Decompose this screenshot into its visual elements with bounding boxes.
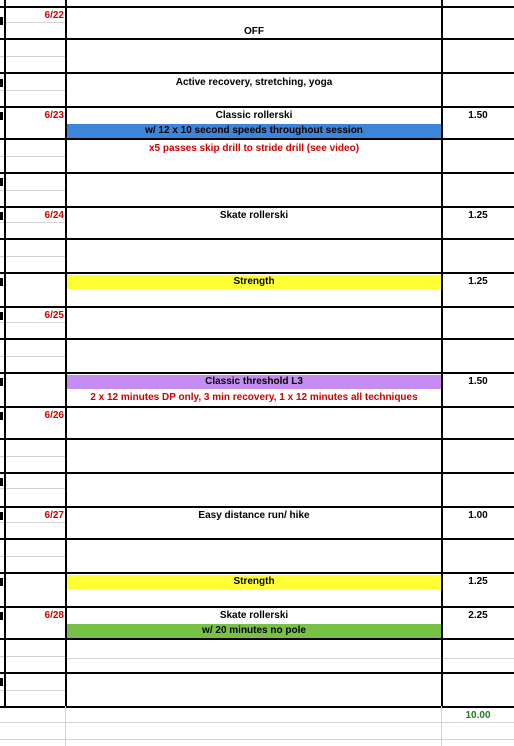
row-border: [0, 72, 514, 74]
row-marker: [0, 278, 3, 286]
gridline: [0, 739, 514, 740]
row-border: [0, 438, 514, 440]
workout-detail: w/ 12 x 10 second speeds throughout session: [145, 125, 363, 136]
workout-text: Active recovery, stretching, yoga: [175, 77, 333, 88]
gridline: [0, 190, 66, 191]
row-border: [0, 606, 514, 608]
row-border: [0, 406, 514, 408]
row-border: [0, 306, 514, 308]
gridline: [0, 690, 66, 691]
gridline: [0, 356, 66, 357]
hours-value: 2.25: [468, 610, 488, 621]
gridline: [0, 656, 66, 657]
day-date: 6/28: [44, 610, 64, 621]
total-hours: 10.00: [465, 710, 491, 721]
hours-value: 1.25: [468, 576, 488, 587]
workout-text: Skate rollerski: [219, 610, 289, 621]
row-border: [0, 172, 514, 174]
row-marker: [0, 612, 3, 620]
gridline: [0, 222, 66, 223]
gridline: [0, 522, 66, 523]
day-date: 6/23: [44, 110, 64, 121]
workout-text: Strength: [233, 276, 275, 287]
workout-detail: 2 x 12 minutes DP only, 3 min recovery, 1 x 12 minutes all techniques: [90, 392, 418, 403]
workout-text: Easy distance run/ hike: [198, 510, 310, 521]
row-border: [0, 206, 514, 208]
column-border: [65, 706, 66, 746]
day-date: 6/24: [44, 210, 64, 221]
row-marker: [0, 378, 3, 386]
row-border: [0, 672, 514, 674]
row-marker: [0, 17, 3, 25]
day-date: 6/27: [44, 510, 64, 521]
row-border: [0, 272, 514, 274]
gridline: [0, 488, 66, 489]
hours-value: 1.00: [468, 510, 488, 521]
workout-text: Classic rollerski: [215, 110, 293, 121]
column-border: [441, 0, 443, 706]
workout-detail: w/ 20 minutes no pole: [202, 625, 306, 636]
gridline: [0, 156, 66, 157]
workout-text: OFF: [244, 26, 264, 37]
gridline: [0, 322, 66, 323]
row-marker: [0, 312, 3, 320]
gridline: [0, 256, 66, 257]
row-marker: [0, 79, 3, 87]
day-date: 6/22: [44, 10, 64, 21]
row-border: [0, 538, 514, 540]
day-date: 6/25: [44, 310, 64, 321]
gridline: [0, 456, 66, 457]
column-border: [65, 0, 67, 706]
row-border: [0, 472, 514, 474]
workout-detail: x5 passes skip drill to stride drill (see video): [148, 143, 360, 154]
row-marker: [0, 578, 3, 586]
column-border: [4, 0, 6, 706]
day-date: 6/26: [44, 410, 64, 421]
row-marker: [0, 112, 3, 120]
row-marker: [0, 512, 3, 520]
row-marker: [0, 178, 3, 186]
row-marker: [0, 478, 3, 486]
row-border: [0, 106, 514, 108]
gridline: [67, 658, 514, 659]
gridline: [0, 722, 514, 723]
row-marker: [0, 212, 3, 220]
row-border: [0, 572, 514, 574]
row-border: [0, 638, 514, 640]
gridline: [0, 56, 66, 57]
workout-text: Skate rollerski: [219, 210, 289, 221]
row-marker: [0, 678, 3, 686]
gridline: [0, 90, 66, 91]
row-border: [0, 238, 514, 240]
row-border: [0, 372, 514, 374]
workout-text: Strength: [233, 576, 275, 587]
hours-value: 1.25: [468, 210, 488, 221]
row-border: [0, 6, 514, 8]
hours-value: 1.25: [468, 276, 488, 287]
row-marker: [0, 412, 3, 420]
gridline: [0, 22, 66, 23]
row-border: [0, 506, 514, 508]
hours-value: 1.50: [468, 376, 488, 387]
row-border: [0, 338, 514, 340]
workout-text: Classic threshold L3: [205, 376, 303, 387]
row-border: [0, 138, 514, 140]
hours-value: 1.50: [468, 110, 488, 121]
gridline: [0, 556, 66, 557]
row-border: [0, 706, 514, 708]
